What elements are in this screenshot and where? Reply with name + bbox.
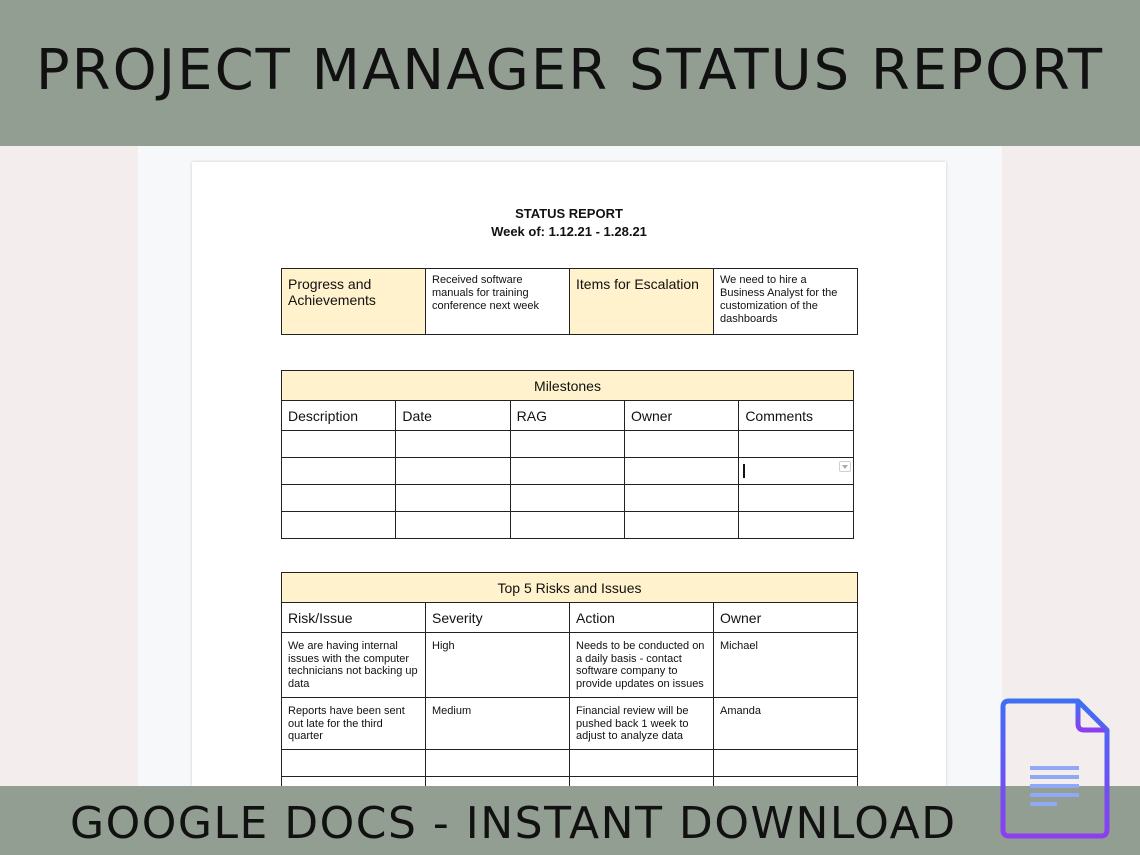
table-cell[interactable]: [714, 750, 858, 777]
top-banner: [0, 0, 1140, 146]
escalation-label-cell[interactable]: Items for Escalation: [570, 269, 714, 335]
dropdown-arrow-icon[interactable]: [839, 461, 851, 472]
banner-title: PROJECT MANAGER STATUS REPORT: [35, 38, 1105, 103]
risks-title[interactable]: Top 5 Risks and Issues: [282, 573, 858, 603]
table-row: [282, 633, 858, 698]
column-header[interactable]: Risk/Issue: [282, 603, 426, 633]
column-header[interactable]: Owner: [624, 401, 738, 431]
table-cell[interactable]: [739, 512, 854, 539]
table-cell[interactable]: [282, 485, 396, 512]
document-title: STATUS REPORT: [515, 206, 623, 221]
table-cell[interactable]: [282, 431, 396, 458]
action-cell[interactable]: Needs to be conducted on a daily basis - contact software company to provide updates on issues: [570, 633, 714, 698]
bottom-banner: [0, 786, 1140, 855]
column-header[interactable]: Owner: [714, 603, 858, 633]
active-table-cell[interactable]: [739, 458, 854, 485]
table-cell[interactable]: [624, 458, 738, 485]
column-header[interactable]: Date: [396, 401, 510, 431]
table-cell[interactable]: [739, 485, 854, 512]
table-cell[interactable]: [624, 431, 738, 458]
table-row: [282, 512, 854, 539]
severity-cell[interactable]: High: [426, 633, 570, 698]
text-cursor: [743, 464, 745, 478]
progress-text-cell[interactable]: Received software manuals for training conference next week: [426, 269, 570, 335]
milestones-table: [281, 370, 854, 539]
table-row: [282, 750, 858, 777]
owner-cell[interactable]: Amanda: [714, 698, 858, 750]
escalation-text-cell[interactable]: We need to hire a Business Analyst for the customization of the dashboards: [714, 269, 858, 335]
table-cell[interactable]: [570, 750, 714, 777]
column-header[interactable]: Description: [282, 401, 396, 431]
column-header[interactable]: Action: [570, 603, 714, 633]
summary-table: [281, 268, 858, 335]
milestones-title[interactable]: Milestones: [282, 371, 854, 401]
table-cell[interactable]: [426, 750, 570, 777]
table-row: [282, 485, 854, 512]
table-cell[interactable]: [510, 512, 624, 539]
column-header[interactable]: RAG: [510, 401, 624, 431]
table-row: [282, 458, 854, 485]
table-cell[interactable]: [282, 750, 426, 777]
table-cell[interactable]: [396, 431, 510, 458]
progress-label-cell[interactable]: Progress and Achievements: [282, 269, 426, 335]
table-row: [282, 698, 858, 750]
table-cell[interactable]: [396, 485, 510, 512]
risk-cell[interactable]: We are having internal issues with the computer technicians not backing up data: [282, 633, 426, 698]
table-cell[interactable]: [624, 485, 738, 512]
table-cell[interactable]: [624, 512, 738, 539]
table-cell[interactable]: [282, 458, 396, 485]
table-cell[interactable]: [282, 512, 396, 539]
risk-cell[interactable]: Reports have been sent out late for the third quarter: [282, 698, 426, 750]
table-cell[interactable]: [510, 485, 624, 512]
action-cell[interactable]: Financial review will be pushed back 1 week to adjust to analyze data: [570, 698, 714, 750]
column-header[interactable]: Comments: [739, 401, 854, 431]
banner-subtitle: GOOGLE DOCS - INSTANT DOWNLOAD: [70, 798, 957, 849]
table-cell[interactable]: [396, 512, 510, 539]
severity-cell[interactable]: Medium: [426, 698, 570, 750]
table-row: [282, 431, 854, 458]
document-subtitle: Week of: 1.12.21 - 1.28.21: [491, 224, 647, 239]
table-cell[interactable]: [739, 431, 854, 458]
risks-table: [281, 572, 858, 804]
table-cell[interactable]: [396, 458, 510, 485]
owner-cell[interactable]: Michael: [714, 633, 858, 698]
google-docs-icon: [1000, 698, 1112, 840]
column-header[interactable]: Severity: [426, 603, 570, 633]
table-cell[interactable]: [510, 458, 624, 485]
table-cell[interactable]: [510, 431, 624, 458]
